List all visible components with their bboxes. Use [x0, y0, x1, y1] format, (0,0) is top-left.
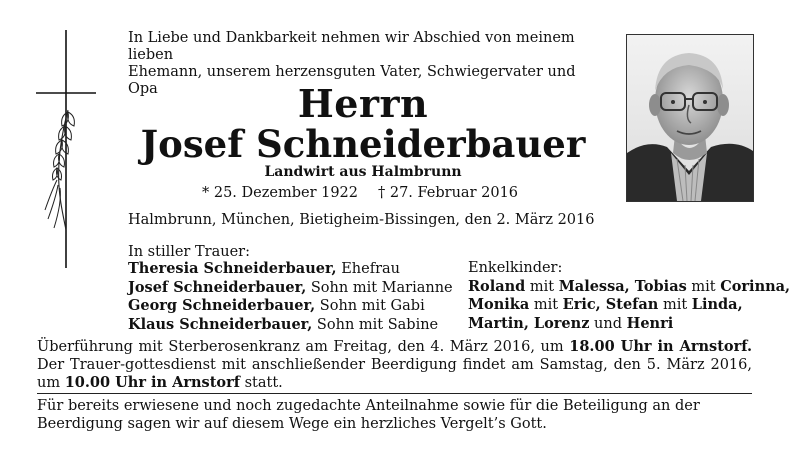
thanks-text: Für bereits erwiesene und noch zugedachte Anteilnahme sowie für die Beteiligung an der Beerdigung sagen wir auf diesem Wege ein herzliches Vergelt’s Gott.	[37, 398, 700, 432]
grandchildren-line: Roland mit Malessa, Tobias mit Corinna,	[468, 277, 790, 295]
family-list	[128, 260, 453, 334]
family-member: Theresia Schneiderbauer, Ehefrau	[128, 260, 400, 277]
portrait-image	[627, 35, 753, 201]
grandchildren-line: Martin, Lorenz und Henri	[468, 314, 674, 332]
places-and-date: Halmbrunn, München, Bietigheim-Bissingen, den 2. März 2016	[128, 212, 595, 228]
divider	[37, 393, 752, 394]
cross-with-wheat-icon	[30, 30, 100, 270]
deceased-name: Josef Schneiderbauer	[140, 122, 586, 166]
grandchildren-label: Enkelkinder:	[468, 260, 563, 276]
salutation: Herrn	[297, 81, 429, 126]
occupation: Landwirt aus Halmbrunn	[264, 164, 462, 180]
grandchildren-list	[468, 260, 790, 333]
family-member: Klaus Schneiderbauer, Sohn mit Sabine	[128, 315, 439, 333]
portrait-photo	[626, 34, 754, 202]
death-date: † 27. Februar 2016	[378, 185, 519, 201]
intro-line-2: Ehemann, unserem herzensguten Vater, Schwiegervater und Opa	[128, 64, 576, 97]
mourning-label: In stiller Trauer:	[128, 244, 250, 260]
intro-line-1: In Liebe und Dankbarkeit nehmen wir Abschied von meinem lieben	[128, 30, 575, 63]
grandchildren-line: Monika mit Eric, Stefan mit Linda,	[468, 296, 743, 313]
birth-date: * 25. Dezember 1922	[202, 185, 359, 201]
family-member: Josef Schneiderbauer, Sohn mit Marianne	[128, 278, 453, 296]
funeral-details: Überführung mit Sterberosenkranz am Freitag, den 4. März 2016, um 18.00 Uhr in Arnstorf. Der Trauer-gottesdienst mit anschließender Beerdigung findet am Samstag, den 5. März 2016, um 10.00 Uhr in Arnstorf statt.	[37, 338, 752, 391]
family-member: Georg Schneiderbauer, Sohn mit Gabi	[128, 297, 425, 314]
